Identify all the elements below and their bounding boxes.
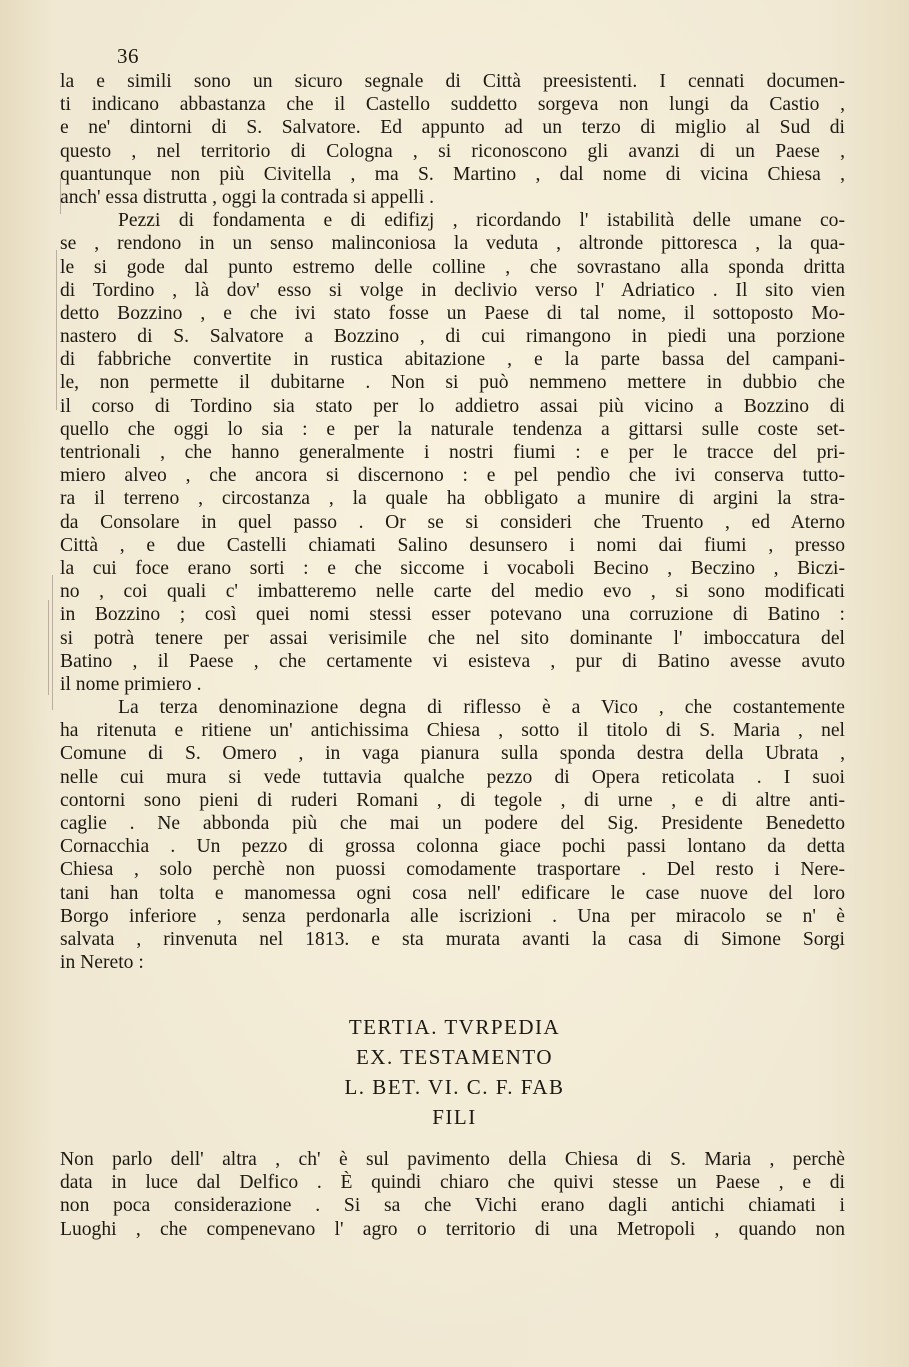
text-line: no , coi quali c' imbatteremo nelle carte del medio evo , si sono modificati (60, 581, 845, 603)
text-line: Borgo inferiore , senza perdonarla alle iscrizioni . Una per miracolo se n' è (60, 905, 845, 927)
page-number: 36 (117, 44, 139, 68)
text-line: contorni sono pieni di ruderi Romani , di tegole , di urne , e di altre anti- (60, 789, 845, 811)
text-line: nastero di S. Salvatore a Bozzino , di cui rimangono in piedi una porzione (60, 326, 845, 348)
text-line: se , rendono in un senso malinconiosa la veduta , altronde pittoresca , la qua- (60, 233, 845, 255)
text-line: le si gode dal punto estremo delle colline , che sovrastano alla sponda dritta (60, 256, 845, 278)
text-line: La terza denominazione degna di riflesso è a Vico , che costantemente (118, 697, 845, 719)
text-line: Non parlo dell' altra , ch' è sul pavimento della Chiesa di S. Maria , perchè (60, 1149, 845, 1170)
inscription-line: FILI (432, 1105, 477, 1129)
text-line: ra il terreno , circostanza , la quale ha obbligato a munire di argini la stra- (60, 488, 845, 510)
text-line: di fabbriche convertite in rustica abitazione , e la parte bassa del campani- (60, 349, 845, 371)
text-line: tentrionali , che hanno generalmente i nostri fiumi : e per le tracce del pri- (60, 442, 845, 463)
text-line: tani han tolta e manomessa ogni cosa nell' edificare le case nuove del loro (60, 882, 845, 904)
text-line: non poca considerazione . Si sa che Vichi erano dagli antichi chiamati i (60, 1195, 845, 1217)
text-line: caglie . Ne abbonda più che mai un podere del Sig. Presidente Benedetto (60, 813, 845, 834)
margin-pencil-mark (52, 575, 53, 710)
text-line: quantunque non più Civitella , ma S. Martino , dal nome di vicina Chiesa , (60, 163, 845, 185)
inscription-line: EX. TESTAMENTO (355, 1045, 554, 1069)
latin-inscription (0, 1012, 909, 1132)
text-line: si potrà tenere per assai verisimile che nel sito dominante l' imboccatura del (60, 627, 845, 649)
main-text (60, 70, 845, 974)
text-line: la e simili sono un sicuro segnale di Città preesistenti. I cennati documen- (60, 71, 845, 92)
margin-pencil-mark (56, 250, 57, 410)
text-line: in Nereto : (60, 952, 144, 974)
text-line: il nome primiero . (60, 673, 202, 695)
text-line: Città , e due Castelli chiamati Salino desunsero i nomi dai fiumi , presso (60, 534, 845, 556)
text-line: la cui foce erano sorti : e che siccome i vocaboli Becino , Beczino , Biczi- (60, 557, 845, 579)
text-line: il corso di Tordino sia stato per lo addietro assai più vicino a Bozzino di (60, 395, 845, 417)
text-line: in Bozzino ; così quei nomi stessi esser potevano una corruzione di Batino : (60, 604, 845, 626)
text-line: anch' essa distrutta , oggi la contrada si appelli . (60, 186, 435, 208)
text-line: Luoghi , che compenevano l' agro o territorio di una Metropoli , quando non (60, 1218, 845, 1240)
text-line: e ne' dintorni di S. Salvatore. Ed appunto ad un terzo di miglio al Sud di (60, 117, 845, 139)
text-line: questo , nel territorio di Cologna , si riconoscono gli avanzi di un Paese , (60, 140, 845, 162)
text-line: Batino , il Paese , che certamente vi esisteva , pur di Batino avesse avuto (60, 650, 845, 672)
margin-pencil-mark (48, 600, 49, 695)
text-line: Pezzi di fondamenta e di edifizj , ricordando l' istabilità delle umane co- (118, 210, 845, 232)
text-line: ti indicano abbastanza che il Castello suddetto sorgeva non lungi da Castio , (60, 94, 845, 116)
text-line: data in luce dal Delfico . È quindi chiaro che quivi stesse un Paese , e di (60, 1172, 845, 1194)
text-line: salvata , rinvenuta nel 1813. e sta murata avanti la casa di Simone Sorgi (60, 928, 845, 950)
text-line: da Consolare in quel passo . Or se si consideri che Truento , ed Aterno (60, 511, 845, 533)
text-line: Chiesa , solo perchè non puossi comodamente trasportare . Del resto i Nere- (60, 859, 845, 881)
text-line: le, non permette il dubitarne . Non si può nemmeno mettere in dubbio che (60, 372, 845, 394)
text-line: di Tordino , là dov' esso si volge in declivio verso l' Adriatico . Il sito vien (60, 279, 845, 301)
closing-text (60, 1148, 845, 1241)
text-line: Comune di S. Omero , in vaga pianura sulla sponda destra della Ubrata , (60, 743, 845, 765)
text-line: nelle cui mura si vede tuttavia qualche pezzo di Opera reticolata . I suoi (60, 766, 845, 788)
text-line: ha ritenuta e ritiene un' antichissima Chiesa , sotto il titolo di S. Maria , nel (60, 720, 845, 742)
text-line: miero alveo , che ancora si discernono : e pel pendìo che ivi conserva tutto- (60, 465, 845, 487)
text-line: detto Bozzino , e che ivi stato fosse un Paese di tal nome, il sottoposto Mo- (60, 302, 845, 324)
text-line: quello che oggi lo sia : e per la naturale tendenza a gittarsi sulle coste set- (60, 418, 845, 440)
text-line: Cornacchia . Un pezzo di grossa colonna giace pochi passi lontano da detta (60, 836, 845, 858)
inscription-line: L. BET. VI. C. F. FAB (344, 1075, 565, 1099)
inscription-line: TERTIA. TVRPEDIA (348, 1015, 561, 1039)
